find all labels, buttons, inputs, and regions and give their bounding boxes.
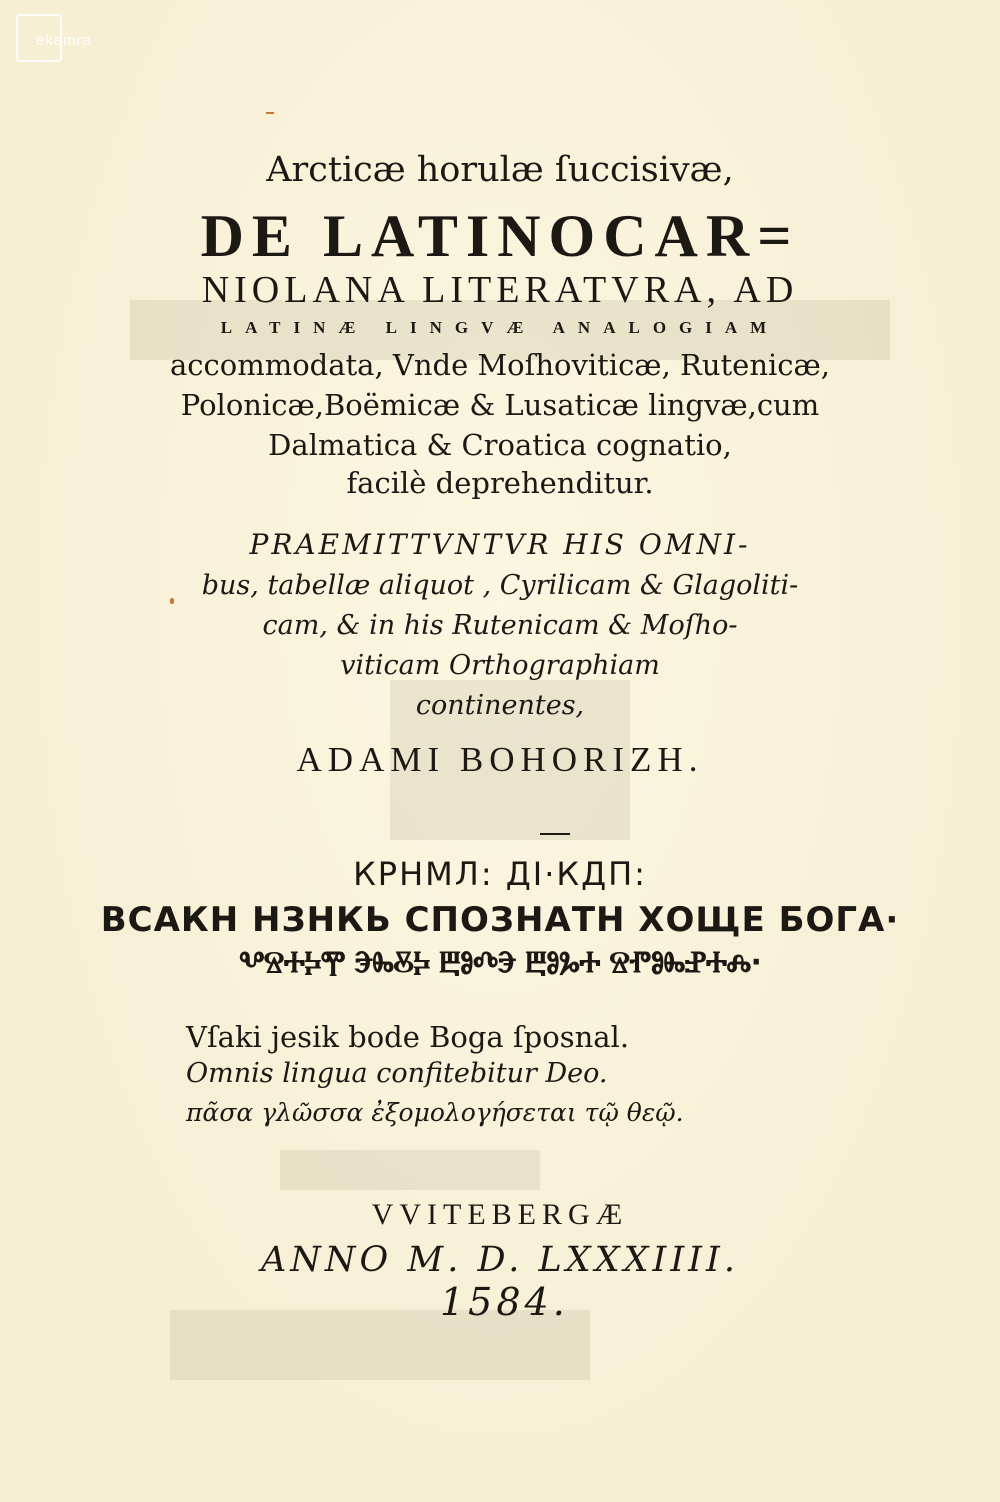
- title-line-4: LATINÆ LINGVÆ ANALOGIAM: [220, 318, 780, 337]
- subtitle-line-2: bus, tabellæ aliquot , Cyrilicam & Glagoliti-: [201, 570, 799, 601]
- title-line-7: Dalmatica & Croatica cognatio,: [268, 428, 732, 462]
- title-line-1: Arcticæ horulæ ſuccisivæ,: [266, 150, 734, 190]
- watermark-text: ekamra: [36, 32, 93, 49]
- cyrillic-verse: ВСАКН НЗНКЬ СПОЗНАТН ХОЩЕ БОГА·: [100, 900, 900, 940]
- imprint-place: VVITEBERGÆ: [371, 1198, 629, 1231]
- title-line-5: accommodata, Vnde Moſhoviticæ, Rutenicæ,: [169, 348, 831, 382]
- ekamra-watermark: [8, 14, 118, 58]
- title-line-2: DE LATINOCAR=: [200, 203, 800, 269]
- titlo-mark: [540, 833, 570, 835]
- title-line-8: facilè deprehenditur.: [346, 466, 654, 500]
- ink-mark: [266, 112, 274, 114]
- greek-verse: πᾶσα γλῶσσα ἐξομολογήσεται τῷ θεῷ.: [186, 1098, 684, 1127]
- author-name: ADAMI BOHORIZH.: [296, 740, 704, 779]
- latin-verse: Omnis lingua confitebitur Deo.: [186, 1058, 608, 1089]
- title-line-6: Polonicæ,Boëmicæ & Lusaticæ lingvæ,cum: [180, 388, 820, 422]
- imprint-anno: ANNO M. D. LXXXIIII.: [261, 1240, 739, 1280]
- slovene-verse: Vſaki jesik bode Boga ſposnal.: [186, 1020, 630, 1054]
- subtitle-line-3: cam, & in his Rutenicam & Moſho-: [262, 610, 738, 641]
- glagolitic-verse: ⰂⰔⰀⰍⰉ ⰅⰈⰋⰍ ⰁⰑⰄⰅ ⰁⰑⰃⰀ ⰔⰒⰑⰈⰐⰀⰎ·: [239, 945, 761, 980]
- cyrillic-reference: КРНМЛ: ДІ·КДП:: [353, 855, 647, 893]
- title-line-3: NIOLANA LITERATVRA, AD: [201, 269, 799, 311]
- imprint-year-handwritten: 1584.: [440, 1280, 569, 1324]
- subtitle-line-1: PRAEMITTVNTVR HIS OMNI-: [249, 528, 751, 561]
- subtitle-line-5: continentes,: [415, 690, 585, 721]
- subtitle-line-4: viticam Orthographiam: [340, 650, 660, 681]
